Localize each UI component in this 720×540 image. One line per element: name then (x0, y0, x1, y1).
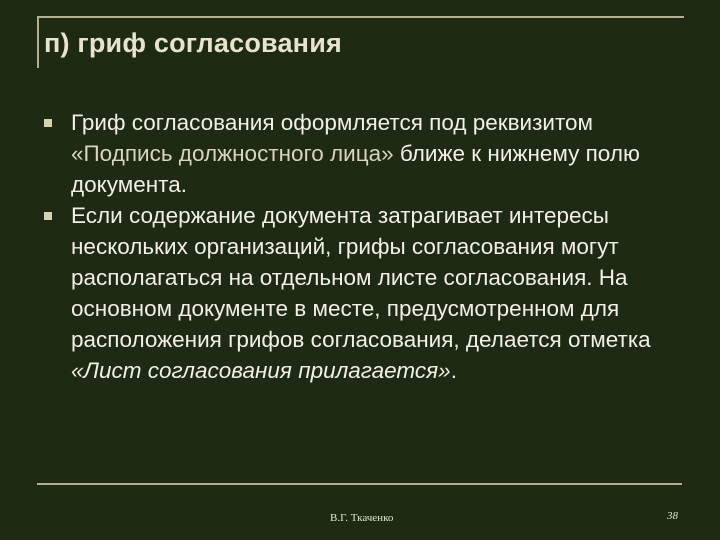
square-bullet-icon (44, 119, 52, 127)
bullet-text (71, 200, 684, 386)
bullet-text-part: Гриф согласования оформляется под реквизитом (71, 110, 594, 135)
bullet-text-part: . (450, 358, 457, 383)
bullet-quote: «Подпись должностного лица» (71, 141, 394, 166)
page-number: 38 (667, 510, 678, 522)
bullet-text-part: ближе к нижнему полю документа. (71, 141, 640, 197)
bullet-list (44, 107, 684, 386)
footer-divider (37, 483, 682, 485)
bullet-quote: «Лист согласования прилагается» (71, 358, 451, 383)
list-item (44, 107, 684, 200)
bullet-text-part: Если содержание документа затрагивает интересы нескольких организаций, грифы согласования могут располагаться на отдельном листе согласования. На основном документе в месте, предусмотренном для расположения грифов согласования, делается отметка (71, 203, 651, 352)
bullet-text (71, 107, 684, 200)
list-item (44, 200, 684, 386)
square-bullet-icon (44, 212, 52, 220)
footer-author: В.Г. Ткаченко (330, 512, 394, 524)
slide-title: п) гриф согласования (44, 28, 342, 58)
